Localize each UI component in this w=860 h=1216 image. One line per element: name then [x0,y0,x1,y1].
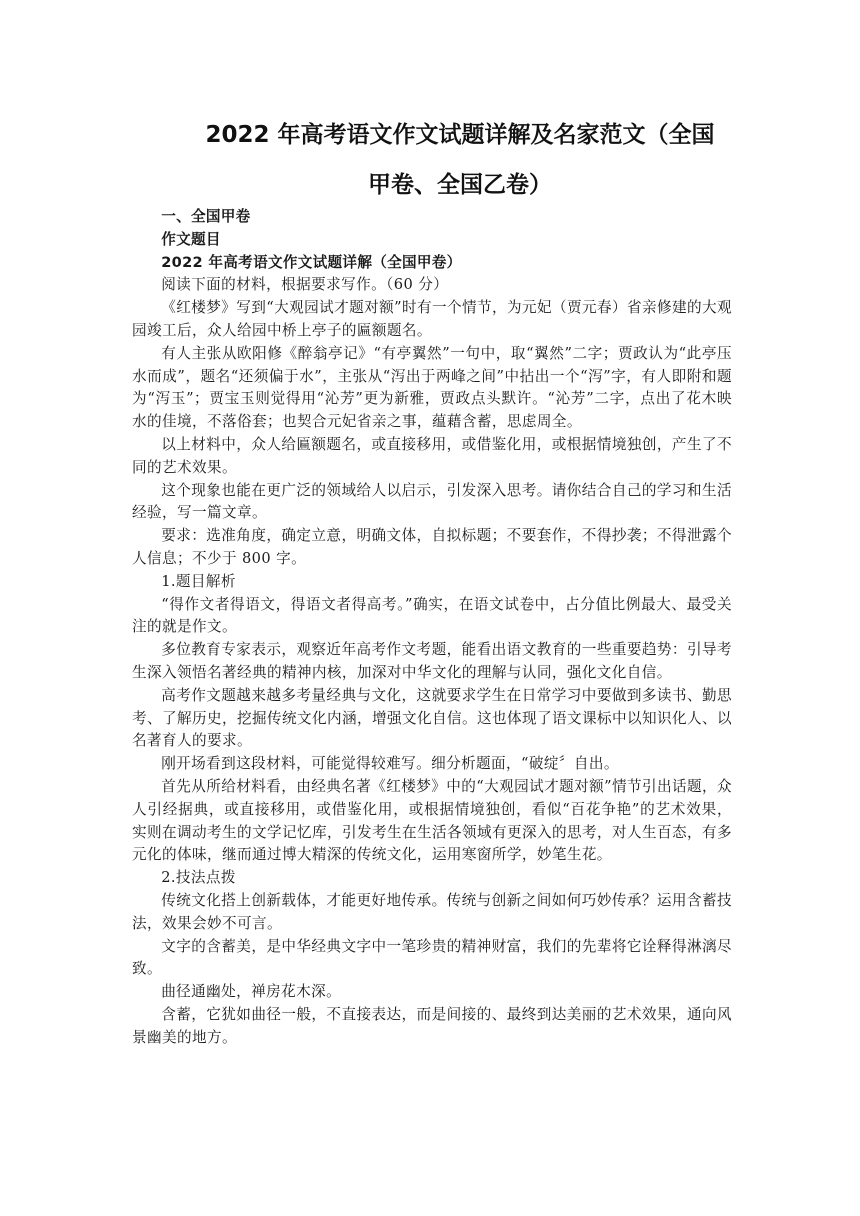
document-title [130,110,790,210]
paragraph: 有人主张从欧阳修《醉翁亭记》“有亭翼然”一句中，取“翼然”二字；贾政认为“此亭压水而成”，题名“还须偏于水”，主张从“泻出于两峰之间”中拈出一个“泻”字，有人即附和题为“泻玉”；贾宝玉则觉得用“沁芳”更为新雅，贾政点头默许。“沁芳”二字，点出了花木映水的佳境，不落俗套；也契合元妃省亲之事，蕴藉含蓄，思虑周全。 [132,344,732,431]
subheading: 作文题目 [161,230,221,248]
paragraph: 要求：选准角度，确定立意，明确文体，自拟标题；不要套作，不得抄袭；不得泄露个人信息；不少于 800 字。 [132,527,732,567]
document-body [132,206,732,1049]
subheading-2: 2022 年高考语文作文试题详解（全国甲卷） [161,253,462,271]
paragraph: “得作文者得语文，得语文者得高考。”确实，在语文试卷中，占分值比例最大、最受关注的就是作文。 [132,595,732,636]
paragraph: 含蓄，它犹如曲径一般，不直接表达，而是间接的、最终到达美丽的艺术效果，通向风景幽美的地方。 [132,1005,732,1046]
paragraph: 传统文化搭上创新载体，才能更好地传承。传统与创新之间如何巧妙传承？运用含蓄技法，效果会妙不可言。 [132,891,732,932]
subsection-heading: 1.题目解析 [161,572,236,590]
paragraph: 多位教育专家表示，观察近年高考作文考题，能看出语文教育的一些重要趋势：引导考生深入领悟名著经典的精神内核，加深对中华文化的理解与认同，强化文化自信。 [132,641,732,681]
paragraph: 刚开场看到这段材料，可能觉得较难写。细分析题面，“破绽〞自出。 [161,755,619,773]
paragraph: 《红楼梦》写到“大观园试才题对额”时有一个情节，为元妃（贾元春）省亲修建的大观园竣工后，众人给园中桥上亭子的匾额题名。 [132,299,732,339]
paragraph: 首先从所给材料看，由经典名著《红楼梦》中的“大观园试才题对额”情节引出话题，众人引经据典，或直接移用，或借鉴化用，或根据情境独创，看似“百花争艳”的艺术效果，实则在调动考生的文学记忆库，引发考生在生活各领域有更深入的思考，对人生百态，有多元化的体味，继而通过博大精深的传统文化，运用寒窗所学，妙笔生花。 [132,777,732,864]
paragraph: 文字的含蓄美，是中华经典文字中一笔珍贵的精神财富，我们的先辈将它诠释得淋漓尽致。 [132,937,732,978]
section-heading: 一、全国甲卷 [161,208,251,225]
paragraph: 高考作文题越来越多考量经典与文化，这就要求学生在日常学习中要做到多读书、勤思考、了解历史，挖掘传统文化内涵，增强文化自信。这也体现了语文课标中以知识化人、以名著育人的要求。 [132,686,732,750]
title-line-2: 甲卷、全国乙卷） [368,172,552,198]
paragraph: 以上材料中，众人给匾额题名，或直接移用，或借鉴化用，或根据情境独创，产生了不同的艺术效果。 [132,435,732,476]
paragraph: 这个现象也能在更广泛的领域给人以启示，引发深入思考。请你结合自己的学习和生活经验，写一篇文章。 [132,481,732,522]
subsection-heading: 2.技法点拨 [161,869,236,887]
paragraph: 曲径通幽处，禅房花木深。 [161,983,342,1001]
paragraph: 阅读下面的材料，根据要求写作。（60 分） [161,276,449,294]
title-line-1: 2022 年高考语文作文试题详解及名家范文（全国 [205,122,715,148]
